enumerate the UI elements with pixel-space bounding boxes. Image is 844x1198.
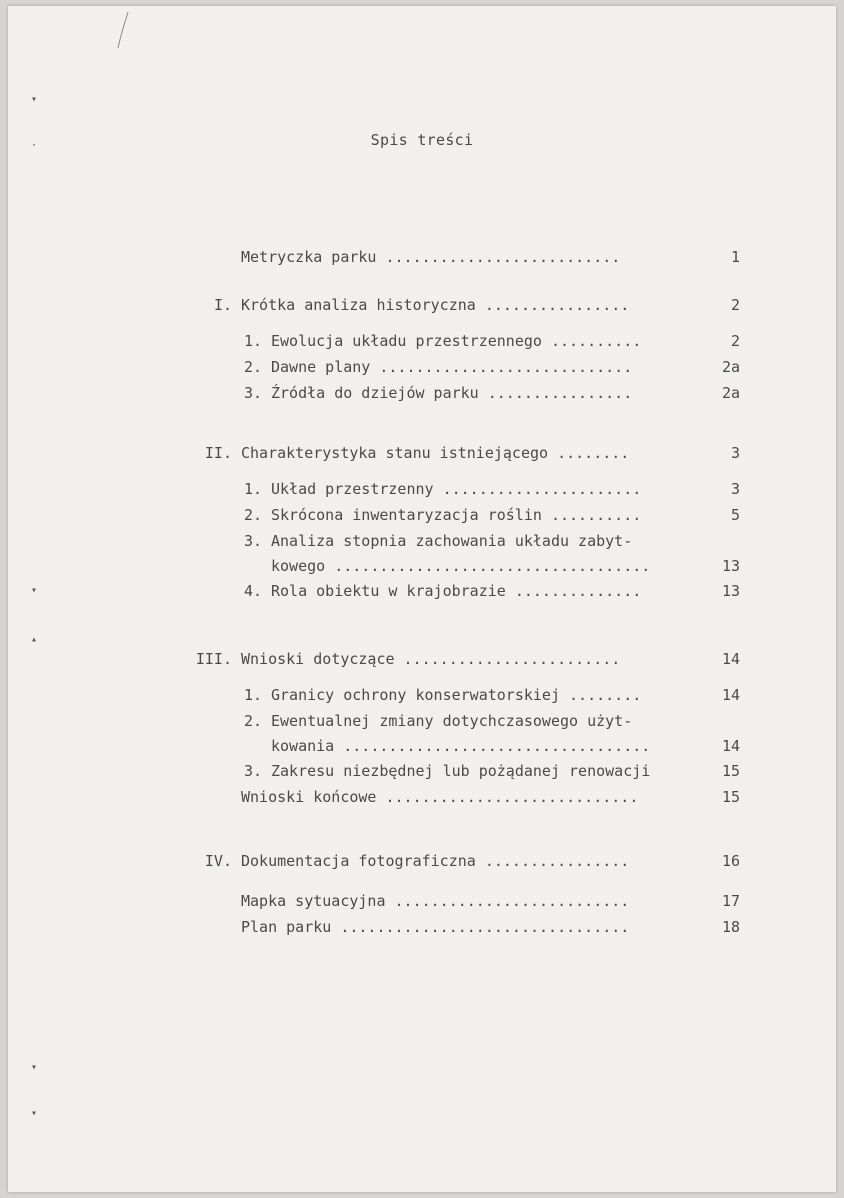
toc-entry-title: Analiza stopnia zachowania układu zabyt- xyxy=(271,532,633,550)
punch-mark: ▾ xyxy=(31,1062,38,1073)
toc-entry-page: 3 xyxy=(730,480,740,498)
toc-entry-title: Skrócona inwentaryzacja roślin .......... xyxy=(271,506,642,524)
toc-section xyxy=(150,293,740,317)
toc-entry-title: Ewentualnej zmiany dotychczasowego użyt- xyxy=(271,712,633,730)
punch-mark: ▾ xyxy=(31,1108,38,1119)
toc-entry-title: Rola obiektu w krajobrazie .............. xyxy=(271,582,642,600)
toc-entry-page: 2 xyxy=(730,332,740,350)
toc-entry-number: III. xyxy=(195,650,232,668)
toc-entry-page: 2 xyxy=(730,296,740,314)
toc-entry-title: Charakterystyka stanu istniejącego ........ xyxy=(241,444,630,462)
toc-entry-title: Układ przestrzenny ...................... xyxy=(271,480,642,498)
toc-entry-title: Dawne plany ............................ xyxy=(271,358,633,376)
toc-entry-page: 16 xyxy=(721,852,740,870)
toc-entry-page: 15 xyxy=(721,788,740,806)
toc-entry-page: 18 xyxy=(721,918,740,936)
toc-subentry-continuation xyxy=(150,734,740,758)
punch-mark: ▾ xyxy=(31,94,38,105)
punch-mark: ▾ xyxy=(31,585,38,596)
toc-entry-page: 15 xyxy=(721,762,740,780)
toc-subentry-continuation xyxy=(150,554,740,578)
toc-entry xyxy=(150,785,740,809)
toc-entry-page: 13 xyxy=(721,557,740,575)
toc-entry-page: 17 xyxy=(721,892,740,910)
punch-mark: ▴ xyxy=(31,634,38,645)
toc-entry-number: 3. xyxy=(243,532,262,550)
toc-entry xyxy=(150,915,740,939)
toc-entry-title: Źródła do dziejów parku ................ xyxy=(271,384,633,402)
toc-entry-number: 3. xyxy=(243,384,262,402)
toc-entry-title: Granicy ochrony konserwatorskiej ........ xyxy=(271,686,642,704)
toc-subentry xyxy=(150,759,740,783)
toc-entry-number: 2. xyxy=(243,712,262,730)
toc-subentry xyxy=(150,683,740,707)
toc-entry-number: 2. xyxy=(243,358,262,376)
toc-entry-title: Wnioski końcowe ............................ xyxy=(241,788,639,806)
toc-entry-title: Wnioski dotyczące ........................ xyxy=(241,650,621,668)
toc-subentry xyxy=(150,329,740,353)
toc-section xyxy=(150,441,740,465)
toc-entry-page: 2a xyxy=(721,384,740,402)
page-title: Spis treści xyxy=(370,131,474,149)
toc-subentry xyxy=(150,579,740,603)
toc-entry-title: kowego ................................... xyxy=(271,557,651,575)
toc-entry-page: 14 xyxy=(721,737,740,755)
toc-entry-title: Mapka sytuacyjna .......................... xyxy=(241,892,630,910)
toc-entry-number: 1. xyxy=(243,686,262,704)
pen-stroke-mark xyxy=(116,10,130,50)
toc-entry-number: 4. xyxy=(243,582,262,600)
toc-entry-number: 3. xyxy=(243,762,262,780)
toc-entry-page: 13 xyxy=(721,582,740,600)
toc-subentry xyxy=(150,529,740,553)
toc-subentry xyxy=(150,355,740,379)
toc-subentry xyxy=(150,381,740,405)
toc-entry-page: 1 xyxy=(730,248,740,266)
toc-entry-title: kowania .................................. xyxy=(271,737,651,755)
toc-subentry xyxy=(150,503,740,527)
toc-entry-title: Metryczka parku .......................... xyxy=(241,248,621,266)
toc-entry-number: 1. xyxy=(243,480,262,498)
toc-entry-number: IV. xyxy=(204,852,232,870)
toc-entry-number: 2. xyxy=(243,506,262,524)
toc-entry-page: 14 xyxy=(721,650,740,668)
toc-entry-title: Dokumentacja fotograficzna ................ xyxy=(241,852,630,870)
toc-entry-page: 3 xyxy=(730,444,740,462)
toc-entry-number: I. xyxy=(213,296,232,314)
toc-entry-title: Ewolucja układu przestrzennego .......... xyxy=(271,332,642,350)
toc-entry-title: Krótka analiza historyczna ................ xyxy=(241,296,630,314)
punch-mark: · xyxy=(31,140,38,151)
toc-entry-page: 14 xyxy=(721,686,740,704)
toc-entry-title: Plan parku ................................ xyxy=(241,918,630,936)
toc-entry xyxy=(150,245,740,269)
toc-entry xyxy=(150,889,740,913)
toc-entry-page: 5 xyxy=(730,506,740,524)
toc-entry-title: Zakresu niezbędnej lub pożądanej renowacji xyxy=(271,762,651,780)
toc-subentry xyxy=(150,477,740,501)
toc-section xyxy=(150,647,740,671)
toc-entry-number: II. xyxy=(204,444,232,462)
toc-section xyxy=(150,849,740,873)
toc-entry-page: 2a xyxy=(721,358,740,376)
toc-subentry xyxy=(150,709,740,733)
toc-entry-number: 1. xyxy=(243,332,262,350)
